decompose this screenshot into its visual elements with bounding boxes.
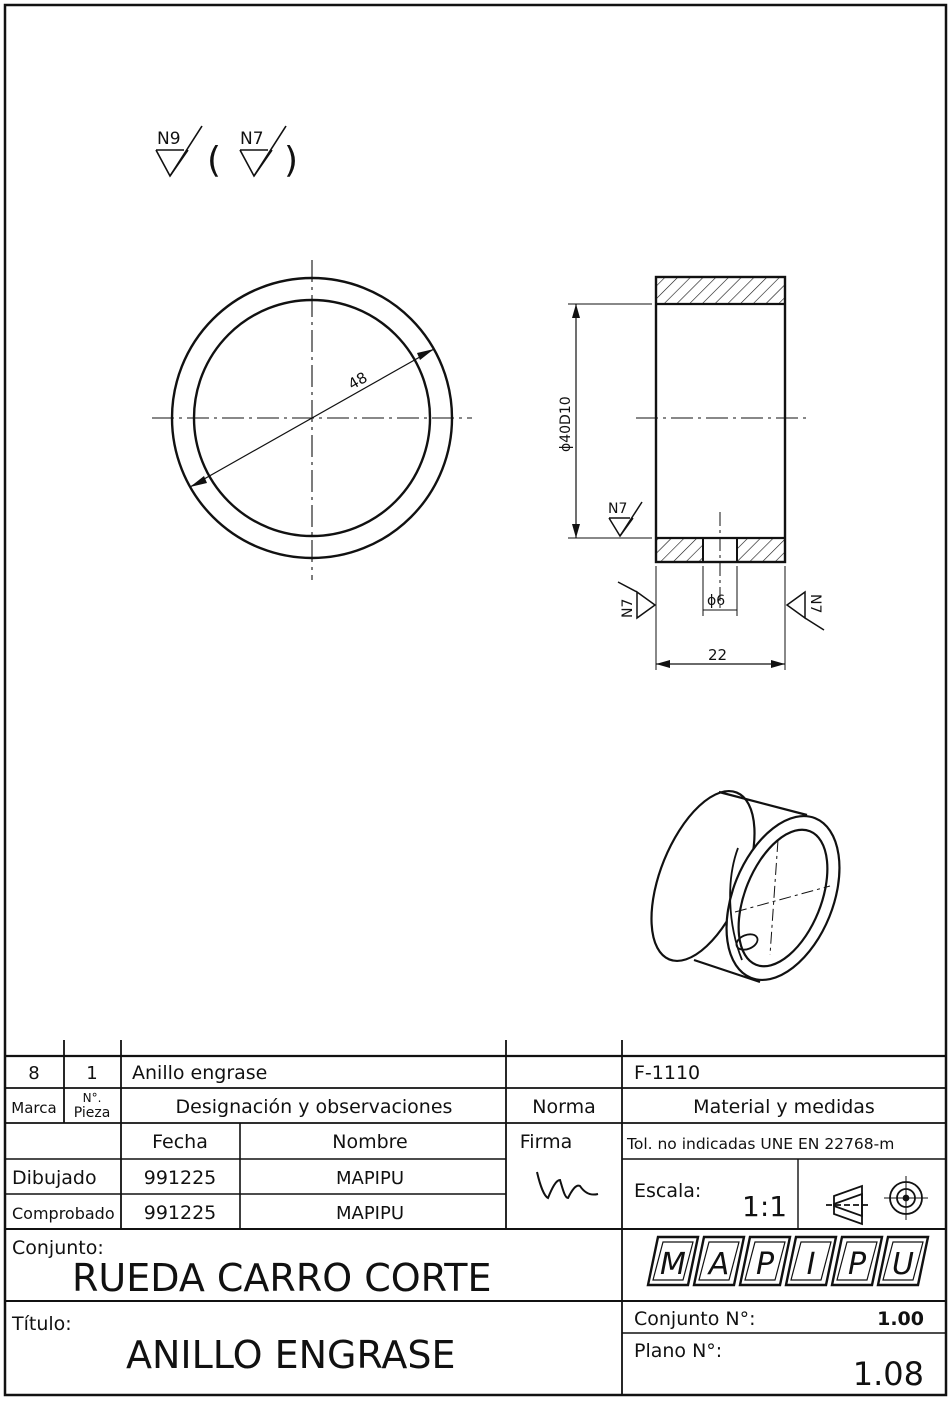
logo-letter: P — [847, 1247, 867, 1282]
plano-no-label: Plano N°: — [634, 1340, 723, 1362]
front-view — [152, 260, 472, 580]
comprobado-nombre: MAPIPU — [335, 1203, 405, 1224]
conjunto-no-label: Conjunto N°: — [634, 1308, 756, 1330]
dibujado-fecha: 991225 — [143, 1167, 217, 1189]
titulo-value: ANILLO ENGRASE — [126, 1333, 456, 1377]
general-surface-finish — [156, 126, 298, 181]
signature — [537, 1172, 598, 1198]
header-designacion: Designación y observaciones — [175, 1096, 453, 1118]
open-parenthesis: ( — [207, 140, 222, 181]
comprobado-fecha: 991225 — [143, 1202, 217, 1224]
close-parenthesis: ) — [284, 140, 299, 181]
label-comprobado: Comprobado — [12, 1204, 115, 1223]
part-marca: 8 — [28, 1063, 40, 1084]
header-material: Material y medidas — [693, 1096, 875, 1118]
surface-symbol-bore — [608, 501, 642, 536]
conjunto-value: RUEDA CARRO CORTE — [72, 1256, 492, 1300]
surface-symbol-general — [156, 126, 202, 176]
logo-letter: A — [708, 1247, 730, 1282]
dibujado-nombre: MAPIPU — [335, 1168, 405, 1189]
section-view — [558, 277, 824, 670]
part-designacion: Anillo engrase — [132, 1062, 268, 1084]
logo-letter: I — [806, 1247, 816, 1282]
isometric-view — [630, 777, 861, 997]
surface-symbol-right-face — [787, 592, 824, 630]
label-dibujado: Dibujado — [12, 1167, 97, 1189]
surface-grade-general: N9 — [157, 129, 181, 149]
conjunto-label: Conjunto: — [12, 1237, 104, 1259]
tolerance-note: Tol. no indicadas UNE EN 22768-m — [627, 1135, 895, 1153]
surface-grade-right-face: N7 — [807, 594, 823, 614]
width-label: 22 — [708, 646, 728, 664]
iso-front-outer — [704, 800, 861, 997]
titulo-label: Título: — [12, 1313, 72, 1335]
surface-grade-exception: N7 — [240, 129, 264, 149]
part-n-pieza: 1 — [86, 1063, 98, 1084]
label-fecha: Fecha — [152, 1131, 208, 1153]
part-material: F-1110 — [634, 1062, 701, 1084]
header-n-pieza-2: Pieza — [73, 1105, 111, 1121]
surface-grade-bore: N7 — [608, 501, 628, 517]
projection-symbol-icon — [826, 1176, 928, 1224]
logo-letter: P — [755, 1247, 775, 1282]
surface-symbol-exception — [240, 126, 286, 176]
plano-no-value: 1.08 — [852, 1355, 924, 1393]
mapipu-logo — [648, 1237, 928, 1285]
outer-diameter-label: 48 — [345, 368, 371, 394]
scale-value: 1:1 — [742, 1190, 788, 1223]
logo-letter: M — [660, 1247, 686, 1282]
header-norma: Norma — [532, 1096, 596, 1118]
header-marca: Marca — [11, 1099, 57, 1117]
title-block — [5, 1040, 946, 1395]
surface-grade-left-face: N7 — [620, 598, 636, 618]
hole-diameter-label: ϕ6 — [707, 593, 726, 609]
bore-diameter-label: ϕ40D10 — [558, 396, 574, 452]
label-firma: Firma — [519, 1131, 573, 1153]
label-nombre: Nombre — [332, 1131, 408, 1153]
conjunto-no-value: 1.00 — [877, 1308, 924, 1330]
surface-symbol-left-face — [618, 582, 655, 618]
logo-letter: U — [892, 1247, 914, 1282]
header-n-pieza-1: N°. — [82, 1091, 102, 1105]
scale-label: Escala: — [634, 1180, 702, 1202]
